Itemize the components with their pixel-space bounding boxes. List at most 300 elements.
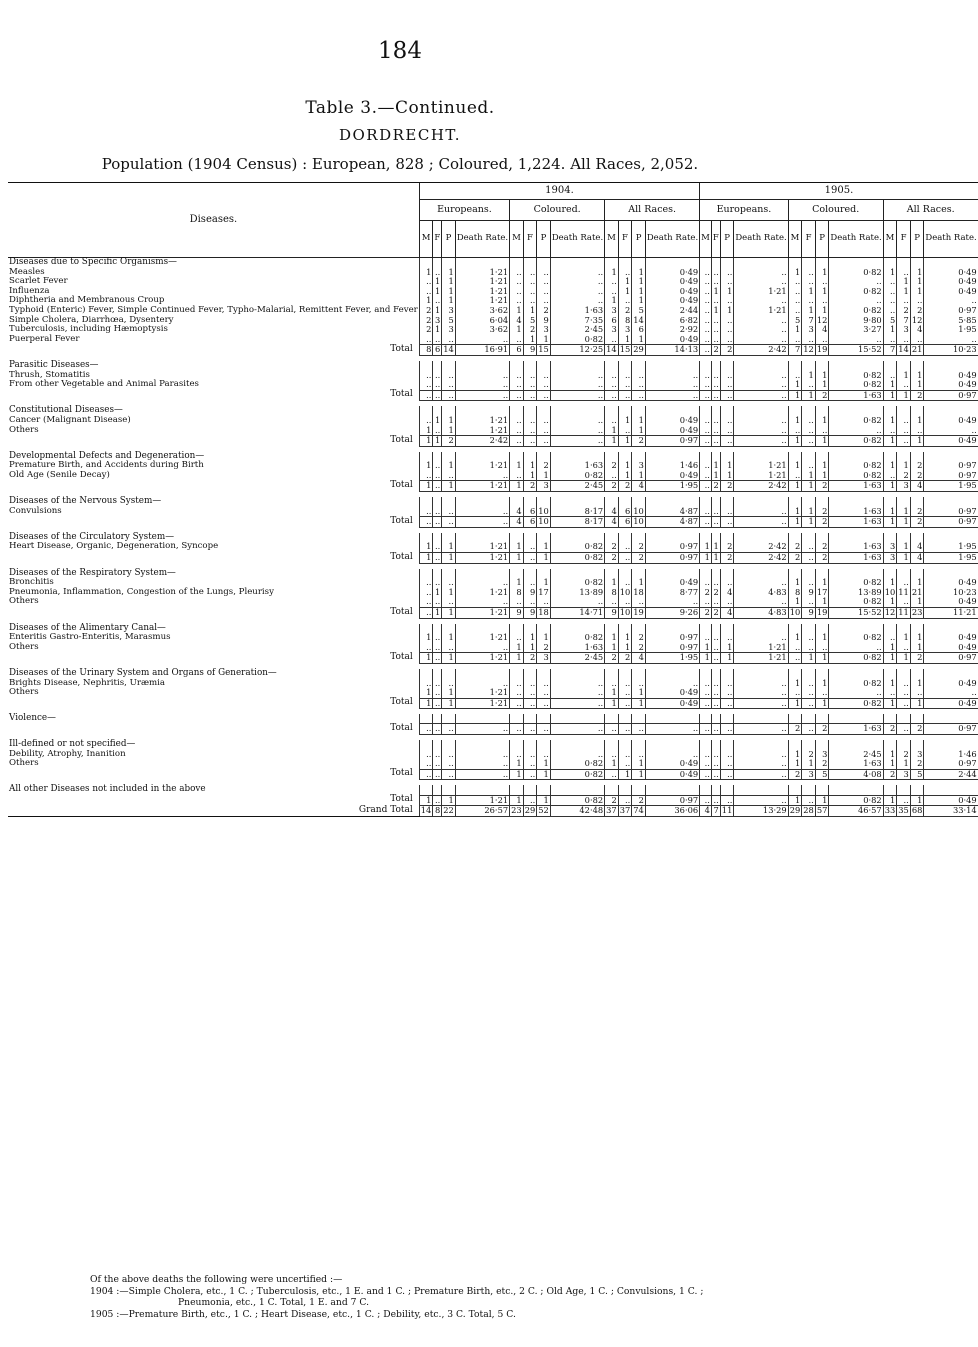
cell-value: 4: [910, 553, 924, 564]
cell-value: ..: [734, 795, 788, 806]
cell-value: 1: [815, 471, 829, 481]
cell-value: 1: [883, 643, 897, 653]
cell-value: ..: [720, 688, 734, 698]
cell-value: ..: [510, 633, 524, 643]
col-header-p: P: [537, 221, 551, 258]
cell-value: ..: [924, 426, 978, 436]
cell-value: 2: [618, 653, 632, 664]
cell-value: 14: [606, 344, 617, 355]
cell-value: ..: [700, 316, 712, 326]
cell-value: ..: [442, 380, 456, 390]
cell-value: 2: [523, 653, 537, 664]
cell-value: 1: [815, 416, 829, 426]
cell-value: 1: [419, 553, 433, 564]
cell-value: ..: [897, 380, 911, 390]
cell-value: ..: [711, 517, 720, 528]
cell-value: 1: [510, 542, 524, 552]
cell-value: ..: [700, 679, 712, 689]
cell-value: 9: [802, 588, 816, 598]
col-header-p: P: [910, 221, 924, 258]
cell-value: ..: [700, 750, 712, 760]
cell-value: ..: [829, 643, 883, 653]
disease-name: Others: [9, 424, 39, 435]
cell-value: ..: [433, 769, 442, 780]
cell-value: ..: [711, 325, 720, 335]
cell-value: ..: [910, 426, 924, 436]
cell-value: 1: [510, 325, 524, 335]
cell-value: 1: [802, 653, 816, 664]
cell-value: 0·82: [829, 287, 883, 297]
cell-value: ..: [605, 371, 619, 381]
cell-value: ..: [550, 268, 604, 278]
cell-value: 4: [510, 517, 524, 528]
cell-value: 1: [815, 371, 829, 381]
cell-value: ..: [720, 759, 734, 769]
cell-value: ..: [711, 380, 720, 390]
cell-value: 2: [788, 553, 802, 564]
cell-value: 4·87: [645, 517, 699, 528]
cell-value: 1: [815, 380, 829, 390]
cell-value: 2: [618, 481, 632, 492]
cell-value: 1: [897, 653, 911, 664]
cell-value: ..: [523, 769, 537, 780]
cell-value: ..: [720, 724, 734, 735]
cell-value: [632, 785, 646, 795]
cell-value: ..: [829, 296, 883, 306]
cell-value: ..: [720, 507, 734, 517]
total-row: [8, 769, 978, 780]
cell-value: ..: [419, 517, 433, 528]
cell-value: 1: [883, 795, 897, 806]
cell-value: 2·45: [550, 481, 604, 492]
cell-value: 1: [720, 306, 734, 316]
cell-value: 2·44: [645, 306, 699, 316]
cell-value: 1: [632, 268, 646, 278]
cell-value: 1: [802, 306, 816, 316]
cell-value: ..: [523, 268, 537, 278]
place-heading: DORDRECHT.: [338, 126, 461, 144]
cell-value: 0·82: [829, 416, 883, 426]
cell-value: ..: [433, 471, 442, 481]
cell-value: ..: [433, 553, 442, 564]
cell-value: 4: [720, 608, 734, 619]
cell-value: 1: [419, 461, 433, 471]
cell-value: 1: [883, 390, 897, 401]
cell-value: 1·63: [550, 461, 604, 471]
cell-value: ..: [897, 296, 911, 306]
cell-value: ..: [720, 296, 734, 306]
cell-value: 1·21: [455, 277, 509, 287]
cell-value: 18: [538, 607, 549, 617]
cell-value: 1: [802, 471, 816, 481]
cell-value: 8: [788, 588, 802, 598]
cell-value: 1: [700, 542, 712, 552]
cell-value: 9·80: [829, 316, 883, 326]
cell-value: 1: [802, 371, 816, 381]
cell-value: 2: [815, 507, 829, 517]
disease-name: Diseases of the Circulatory System—: [9, 531, 175, 542]
cell-value: ..: [537, 380, 551, 390]
cell-value: ..: [433, 371, 442, 381]
cell-value: 1·21: [455, 653, 509, 664]
cell-value: ..: [419, 287, 433, 297]
cell-value: ..: [802, 679, 816, 689]
disease-name: Simple Cholera, Diarrhœa, Dysentery: [9, 314, 174, 325]
cell-value: ..: [510, 268, 524, 278]
cell-value: 2: [700, 588, 712, 598]
disease-name: Others: [9, 596, 39, 607]
cell-value: 1: [910, 371, 924, 381]
cell-value: ..: [550, 380, 604, 390]
total-row: [8, 436, 978, 447]
cell-value: ..: [419, 608, 433, 619]
cell-value: 2: [419, 325, 433, 335]
cell-value: [734, 361, 788, 371]
cell-value: ..: [550, 698, 604, 709]
cell-value: 1: [433, 306, 442, 316]
cell-value: 1·21: [734, 653, 788, 664]
cell-value: ..: [720, 769, 734, 780]
cell-value: ..: [711, 679, 720, 689]
cell-value: 17: [538, 586, 549, 597]
europeans-header: Europeans.: [700, 200, 789, 221]
disease-name: Total: [390, 697, 413, 708]
cell-value: 6: [618, 507, 632, 517]
cell-value: ..: [433, 633, 442, 643]
cell-value: ..: [550, 296, 604, 306]
cell-value: 1: [883, 578, 897, 588]
cell-value: ..: [883, 688, 897, 698]
cell-value: 0·49: [645, 471, 699, 481]
cell-value: 1: [510, 769, 524, 780]
cell-value: ..: [700, 759, 712, 769]
cell-value: ..: [788, 426, 802, 436]
cell-value: 1: [605, 698, 619, 709]
cell-value: 1: [788, 268, 802, 278]
cell-value: 1: [897, 461, 911, 471]
cell-value: ..: [802, 724, 816, 735]
cell-value: 1: [442, 416, 456, 426]
cell-value: 29: [789, 805, 801, 816]
col-header-death-rate: Death Rate.: [645, 221, 699, 258]
cell-value: ..: [700, 597, 712, 607]
cell-value: ..: [734, 380, 788, 390]
cell-value: 4·83: [734, 588, 788, 598]
cell-value: 1: [720, 653, 734, 664]
cell-value: ..: [537, 698, 551, 709]
mortality-table: [8, 182, 978, 817]
cell-value: 1: [632, 471, 646, 481]
cell-value: [734, 569, 788, 579]
disease-name: Cancer (Malignant Disease): [9, 414, 131, 425]
cell-value: 7: [788, 345, 802, 356]
disease-name: All other Diseases not included in the above: [9, 784, 206, 795]
cell-value: 2: [897, 750, 911, 760]
cell-value: 10: [538, 516, 549, 527]
cell-value: 1·63: [829, 507, 883, 517]
cell-value: ..: [618, 750, 632, 760]
cell-value: ..: [720, 335, 734, 345]
cell-value: 14·71: [550, 608, 604, 619]
cell-value: 2: [815, 553, 829, 564]
cell-value: ..: [510, 750, 524, 760]
cell-value: ..: [537, 268, 551, 278]
cell-value: 1: [788, 578, 802, 588]
cell-value: [442, 785, 456, 795]
cell-value: ..: [433, 597, 442, 607]
cell-value: ..: [711, 698, 720, 709]
col-header-p: P: [632, 221, 646, 258]
cell-value: ..: [734, 517, 788, 528]
cell-value: 10: [619, 586, 631, 597]
cell-value: ..: [788, 643, 802, 653]
cell-value: 0·97: [924, 653, 978, 664]
cell-value: ..: [802, 436, 816, 447]
cell-value: ..: [734, 769, 788, 780]
cell-value: ..: [632, 597, 646, 607]
cell-value: ..: [510, 287, 524, 297]
cell-value: 8·17: [550, 507, 604, 517]
cell-value: [700, 785, 712, 795]
cell-value: 1: [815, 653, 829, 664]
cell-value: ..: [802, 426, 816, 436]
cell-value: 0·82: [829, 653, 883, 664]
group-heading-row: [8, 361, 978, 371]
disease-name: Old Age (Senile Decay): [9, 469, 110, 480]
disease-name: Parasitic Diseases—: [9, 359, 99, 370]
table-row: [8, 426, 978, 436]
cell-value: 1: [442, 588, 456, 598]
cell-value: [734, 785, 788, 795]
disease-name: Convulsions: [9, 505, 62, 516]
cell-value: 0·82: [829, 679, 883, 689]
cell-value: 1·21: [455, 633, 509, 643]
cell-value: [897, 785, 911, 795]
cell-value: 0·82: [829, 698, 883, 709]
all-races-header: All Races.: [605, 200, 700, 221]
cell-value: 8: [433, 806, 442, 817]
cell-value: 1: [433, 416, 442, 426]
disease-name: Diseases of the Respiratory System—: [9, 567, 176, 578]
cell-value: 1: [883, 679, 897, 689]
cell-value: ..: [734, 426, 788, 436]
cell-value: ..: [618, 679, 632, 689]
cell-value: 0·97: [924, 461, 978, 471]
cell-value: ..: [433, 335, 442, 345]
cell-value: ..: [433, 461, 442, 471]
cell-value: 1: [618, 335, 632, 345]
cell-value: 1·95: [924, 325, 978, 335]
cell-value: 2: [720, 542, 734, 552]
cell-value: 1: [433, 287, 442, 297]
notes-1905: 1905 :—Premature Birth, etc., 1 C. ; Heart Disease, etc., 1 C. ; Debility, etc., 3 C. Total, 5 C.: [90, 1308, 516, 1320]
cell-value: ..: [720, 268, 734, 278]
cell-value: 1: [802, 287, 816, 297]
cell-value: 1: [883, 268, 897, 278]
cell-value: ..: [537, 390, 551, 401]
disease-name: Violence—: [9, 713, 56, 724]
group-heading-row: [8, 497, 978, 507]
cell-value: 2·92: [645, 325, 699, 335]
cell-value: 4: [910, 542, 924, 552]
cell-value: 1: [883, 461, 897, 471]
cell-value: ..: [883, 296, 897, 306]
cell-value: ..: [645, 371, 699, 381]
cell-value: ..: [510, 335, 524, 345]
cell-value: ..: [734, 268, 788, 278]
cell-value: 1: [605, 578, 619, 588]
cell-value: ..: [433, 688, 442, 698]
cell-value: 1: [632, 578, 646, 588]
cell-value: 1·63: [829, 553, 883, 564]
cell-value: ..: [523, 416, 537, 426]
cell-value: 3: [802, 769, 816, 780]
cell-value: ..: [700, 769, 712, 780]
cell-value: 1: [802, 759, 816, 769]
cell-value: 1: [419, 481, 433, 492]
cell-value: ..: [442, 724, 456, 735]
cell-value: ..: [550, 390, 604, 401]
cell-value: ..: [897, 268, 911, 278]
cell-value: [455, 740, 509, 750]
cell-value: 8·17: [550, 517, 604, 528]
cell-value: ..: [700, 390, 712, 401]
cell-value: 1·63: [829, 759, 883, 769]
cell-value: 1·21: [455, 688, 509, 698]
total-row: [8, 390, 978, 401]
disease-name: Total: [390, 515, 413, 526]
cell-value: 2: [897, 471, 911, 481]
cell-value: 1: [523, 471, 537, 481]
cell-value: 2·42: [734, 345, 788, 356]
cell-value: 1: [510, 306, 524, 316]
cell-value: 3: [897, 325, 911, 335]
cell-value: 1: [788, 390, 802, 401]
cell-value: ..: [455, 507, 509, 517]
cell-value: 2: [788, 769, 802, 780]
cell-value: 1: [897, 277, 911, 287]
cell-value: ..: [523, 759, 537, 769]
cell-value: [815, 785, 829, 795]
cell-value: ..: [510, 724, 524, 735]
table-row: [8, 588, 978, 598]
cell-value: 0·49: [924, 597, 978, 607]
disease-name: Others: [9, 641, 39, 652]
cell-value: ..: [419, 759, 433, 769]
cell-value: 2·42: [734, 553, 788, 564]
cell-value: 3: [442, 325, 456, 335]
cell-value: 1: [788, 679, 802, 689]
cell-value: 2: [711, 481, 720, 492]
cell-value: 29: [524, 805, 536, 816]
cell-value: ..: [815, 426, 829, 436]
cell-value: ..: [883, 426, 897, 436]
cell-value: ..: [618, 390, 632, 401]
cell-value: ..: [700, 633, 712, 643]
cell-value: [711, 785, 720, 795]
cell-value: ..: [537, 296, 551, 306]
cell-value: 2·42: [734, 481, 788, 492]
cell-value: ..: [455, 724, 509, 735]
cell-value: [550, 669, 604, 679]
cell-value: 14: [420, 805, 432, 816]
cell-value: ..: [711, 653, 720, 664]
cell-value: 0·82: [829, 578, 883, 588]
cell-value: ..: [510, 436, 524, 447]
cell-value: ..: [700, 578, 712, 588]
cell-value: ..: [550, 436, 604, 447]
cell-value: 2: [815, 481, 829, 492]
cell-value: ..: [510, 679, 524, 689]
cell-value: 35: [898, 805, 909, 816]
total-row: [8, 795, 978, 806]
cell-value: 7: [883, 345, 897, 356]
cell-value: ..: [897, 597, 911, 607]
cell-value: 14: [898, 344, 909, 355]
cell-value: ..: [720, 750, 734, 760]
cell-value: 1: [815, 633, 829, 643]
cell-value: [720, 785, 734, 795]
cell-value: ..: [815, 296, 829, 306]
cell-value: ..: [734, 759, 788, 769]
diseases-header: Diseases.: [8, 183, 419, 258]
cell-value: 3: [537, 481, 551, 492]
cell-value: 10: [619, 607, 631, 617]
cell-value: 2: [910, 653, 924, 664]
cell-value: 0·49: [645, 698, 699, 709]
cell-value: ..: [788, 471, 802, 481]
cell-value: 1: [523, 633, 537, 643]
cell-value: 68: [911, 805, 923, 816]
cell-value: ..: [433, 643, 442, 653]
cell-value: ..: [632, 380, 646, 390]
cell-value: 1: [883, 750, 897, 760]
cell-value: ..: [419, 507, 433, 517]
cell-value: 0·82: [550, 795, 604, 806]
cell-value: ..: [711, 296, 720, 306]
cell-value: ..: [442, 371, 456, 381]
cell-value: 1: [419, 653, 433, 664]
cell-value: ..: [618, 426, 632, 436]
cell-value: ..: [720, 698, 734, 709]
cell-value: 1: [788, 380, 802, 390]
cell-value: ..: [605, 335, 619, 345]
group-heading-row: [8, 740, 978, 750]
cell-value: 1: [537, 471, 551, 481]
cell-value: 1·95: [924, 553, 978, 564]
cell-value: 1·95: [645, 653, 699, 664]
cell-value: ..: [419, 724, 433, 735]
cell-value: 1: [442, 287, 456, 297]
cell-value: 1: [433, 588, 442, 598]
cell-value: 52: [538, 805, 549, 816]
total-row: [8, 553, 978, 564]
cell-value: 1·63: [829, 390, 883, 401]
cell-value: 1: [815, 795, 829, 806]
cell-value: 7: [711, 806, 720, 817]
cell-value: ..: [788, 296, 802, 306]
cell-value: 1: [523, 306, 537, 316]
cell-value: 23: [511, 805, 522, 816]
cell-value: 16·91: [455, 345, 509, 356]
cell-value: 0·97: [645, 542, 699, 552]
cell-value: 19: [816, 607, 828, 617]
cell-value: 2: [605, 481, 619, 492]
cell-value: ..: [442, 335, 456, 345]
cell-value: ..: [802, 795, 816, 806]
cell-value: [455, 361, 509, 371]
col-header-p: P: [720, 221, 734, 258]
